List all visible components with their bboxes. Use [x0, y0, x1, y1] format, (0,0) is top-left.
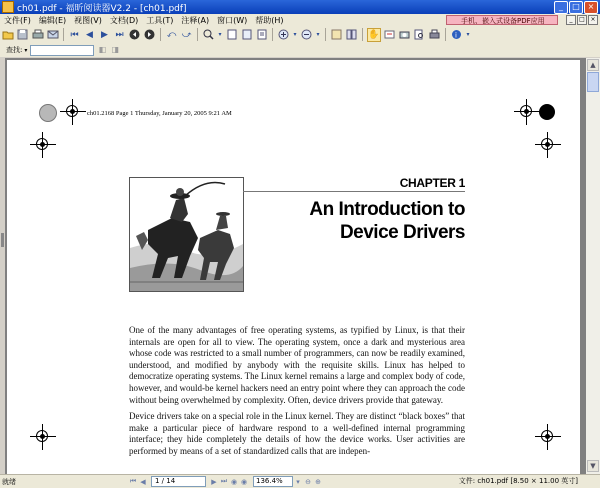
zoom-dropdown-icon[interactable]: ▾: [218, 31, 222, 38]
chapter-title-line-2: Device Drivers: [339, 222, 465, 243]
menu-view[interactable]: 视图(V): [74, 15, 102, 25]
registration-mark: [30, 424, 56, 450]
maximize-button[interactable]: □: [569, 1, 583, 14]
menu-tools[interactable]: 工具(T): [146, 15, 174, 25]
side-panel-collapsed[interactable]: [0, 58, 5, 474]
side-panel-tab[interactable]: [1, 233, 4, 247]
snapshot-icon[interactable]: [398, 28, 411, 41]
registration-gray-circle: [39, 104, 57, 122]
window-controls: [554, 1, 598, 14]
paragraph: Device drivers take on a special role in the Linux kernel. They are distinct “black boxes” that make a particular piece of hardware respond to a well-defined internal programming interface; they hide completely the details of how the device works. User activities are performed by means of a set of standardized calls that are indepen-: [129, 411, 465, 456]
close-button[interactable]: ×: [584, 1, 598, 14]
registration-black-circle: [539, 104, 555, 120]
page-number-field[interactable]: 1 / 14: [151, 476, 206, 487]
status-last-page-icon[interactable]: ⏭: [220, 477, 228, 485]
status-text: 就绪: [2, 477, 16, 486]
find-label: 查找:: [6, 46, 23, 54]
menu-window[interactable]: 窗口(W): [217, 15, 248, 25]
previous-page-icon[interactable]: ◀: [86, 29, 93, 40]
status-bar: [0, 474, 600, 488]
zoom-in-dropdown-icon[interactable]: ▾: [293, 31, 297, 38]
scroll-down-icon[interactable]: ▼: [587, 460, 599, 472]
info-icon[interactable]: [450, 28, 463, 41]
vertical-scrollbar[interactable]: [586, 58, 600, 474]
typewriter-icon[interactable]: [428, 28, 441, 41]
find-input[interactable]: [30, 45, 94, 56]
chapter-rule: [243, 191, 465, 192]
zoom-out-dropdown-icon[interactable]: ▾: [316, 31, 320, 38]
go-forward-icon[interactable]: [143, 28, 156, 41]
hand-tool-icon[interactable]: ✋: [368, 29, 380, 40]
toolbar: [0, 26, 600, 44]
find-next-icon[interactable]: ◨: [111, 45, 120, 54]
document-area[interactable]: [0, 58, 586, 474]
window-title: ch01.pdf - 福昕阅读器V2.2 - [ch01.pdf]: [17, 3, 187, 14]
chapter-label: CHAPTER 1: [399, 176, 465, 190]
menu-help[interactable]: 帮助(H): [255, 15, 284, 25]
toolbar-separator: [160, 28, 161, 41]
doc-minimize-button[interactable]: _: [566, 15, 576, 25]
file-info: 文件: ch01.pdf [8.50 × 11.00 英寸]: [458, 477, 578, 485]
search-icon[interactable]: [413, 28, 426, 41]
zoom-in-icon[interactable]: [277, 28, 290, 41]
save-icon[interactable]: [16, 28, 29, 41]
svg-text:i: i: [455, 31, 457, 40]
find-options-dropdown-icon[interactable]: ▾: [24, 46, 28, 54]
toolbar-separator: [197, 28, 198, 41]
zoom-level-field[interactable]: 136.4%: [253, 476, 293, 487]
open-icon[interactable]: [1, 28, 14, 41]
app-icon: [2, 1, 14, 13]
scroll-up-icon[interactable]: ▲: [587, 59, 599, 71]
status-zoom-out-icon[interactable]: ⊖: [305, 477, 311, 486]
menu-file[interactable]: 文件(F): [4, 15, 31, 25]
toolbar-separator: [63, 28, 64, 41]
menu-document[interactable]: 文档(D): [109, 15, 139, 25]
chapter-title-line-1: An Introduction to: [309, 199, 465, 220]
chapter-illustration: [129, 177, 244, 292]
scrollbar-thumb[interactable]: [587, 72, 599, 92]
status-back-icon[interactable]: ◉: [230, 477, 238, 486]
zoom-icon[interactable]: [202, 28, 215, 41]
next-page-icon[interactable]: ▶: [101, 29, 108, 40]
info-dropdown-icon[interactable]: ▾: [466, 31, 470, 38]
toolbar-separator: [362, 28, 363, 41]
running-head: ch01.2168 Page 1 Thursday, January 20, 2005 9:21 AM: [87, 110, 232, 117]
paragraph: One of the many advantages of free operating systems, as typified by Linux, is that their internals are open for all to view. The operating system, once a dark and mysterious area whose code was restricted to a small number of programmers, can now be readily examined, understood, and modified by anybody with the requisite skills. Linux has helped to democratize operating systems. The Linux kernel remains a large and complex body of code, however, and would-be kernel hackers need an entry point where they can approach the code without being overwhelmed by complexity. Often, device drivers provide that gateway.: [129, 325, 465, 405]
status-first-page-icon[interactable]: ⏮: [129, 477, 137, 485]
thumbnails-icon[interactable]: [345, 28, 358, 41]
status-next-page-icon[interactable]: ▶: [211, 477, 217, 486]
chapter-title: [309, 198, 465, 244]
menu-edit[interactable]: 编辑(E): [38, 15, 67, 25]
fit-width-icon[interactable]: [240, 28, 253, 41]
doc-close-button[interactable]: ×: [588, 15, 598, 25]
registration-mark: [514, 99, 540, 125]
go-back-icon[interactable]: [128, 28, 141, 41]
pdf-page[interactable]: [7, 60, 580, 474]
status-previous-page-icon[interactable]: ◀: [140, 477, 146, 486]
registration-mark: [30, 132, 56, 158]
document-window-controls: [566, 15, 598, 25]
email-icon[interactable]: [46, 28, 59, 41]
find-previous-icon[interactable]: ◧: [98, 45, 107, 54]
promo-banner[interactable]: 手机、嵌入式设备PDF应用: [446, 15, 558, 25]
fit-page-icon[interactable]: [225, 28, 238, 41]
doc-restore-button[interactable]: □: [577, 15, 587, 25]
actual-size-icon[interactable]: [255, 28, 268, 41]
bookmarks-icon[interactable]: [330, 28, 343, 41]
status-forward-icon[interactable]: ◉: [240, 477, 248, 486]
page-navigation: [128, 476, 323, 487]
toolbar-separator: [325, 28, 326, 41]
body-text: [129, 325, 465, 463]
registration-mark: [60, 99, 86, 125]
select-text-icon[interactable]: [383, 28, 396, 41]
registration-mark: [535, 424, 561, 450]
registration-mark: [535, 132, 561, 158]
toolbar-separator: [445, 28, 446, 41]
find-bar: [0, 43, 600, 57]
zoom-out-icon[interactable]: [300, 28, 313, 41]
rotate-right-icon[interactable]: ⤻: [181, 29, 192, 40]
print-icon[interactable]: [31, 28, 44, 41]
rotate-left-icon[interactable]: ⤺: [166, 29, 177, 40]
zoom-level-dropdown-icon[interactable]: ▾: [296, 477, 300, 486]
minimize-button[interactable]: _: [554, 1, 568, 14]
first-page-icon[interactable]: ⏮: [70, 29, 79, 40]
status-zoom-in-icon[interactable]: ⊕: [315, 477, 321, 486]
menu-annotate[interactable]: 注释(A): [181, 15, 210, 25]
last-page-icon[interactable]: ⏭: [115, 29, 124, 40]
title-bar: [0, 0, 600, 14]
toolbar-separator: [272, 28, 273, 41]
